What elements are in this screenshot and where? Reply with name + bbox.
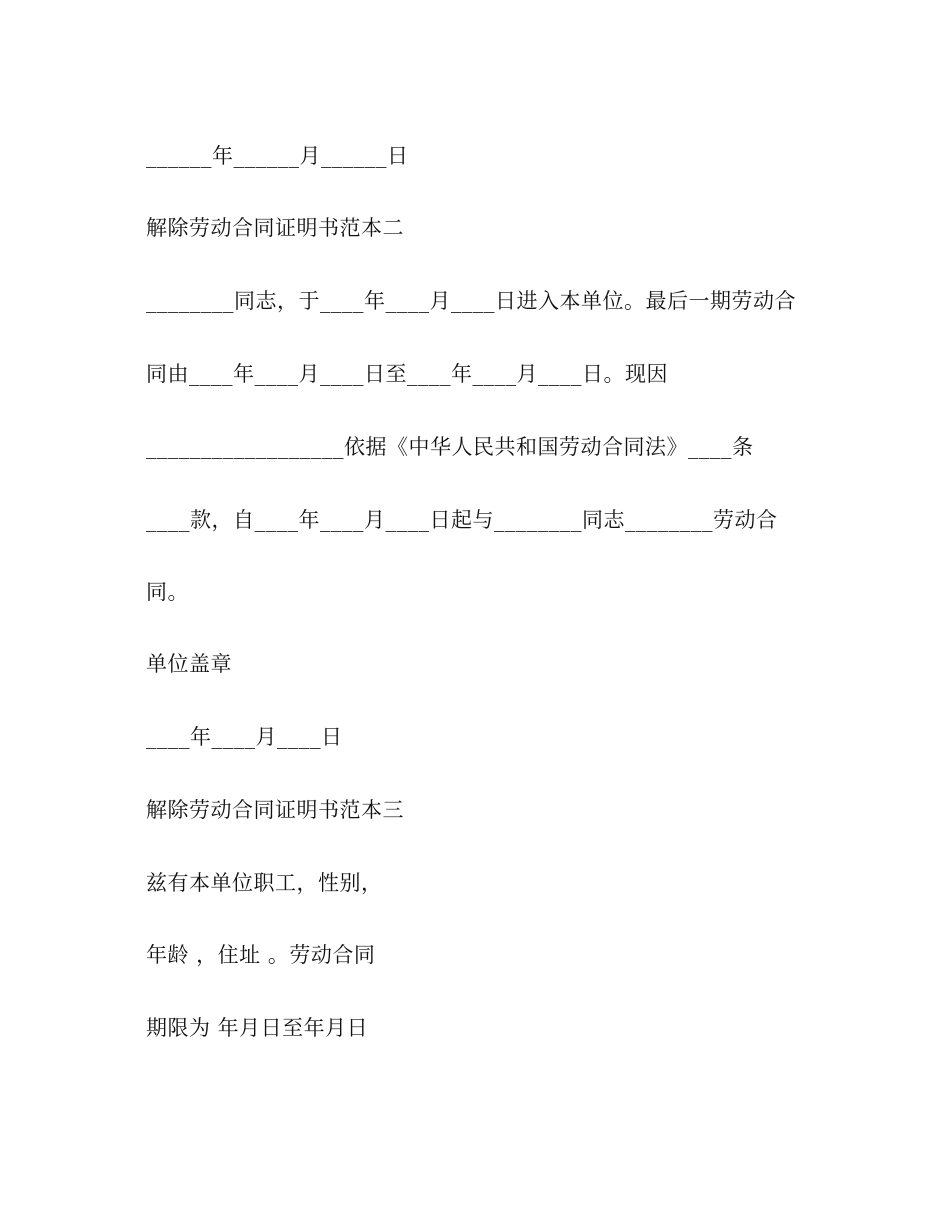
body-paragraph-line: 期限为 年月日至年月日	[146, 1016, 369, 1040]
body-paragraph-line: ____款，自____年____月____日起与________同志________劳动合	[146, 508, 778, 532]
body-paragraph-line: 年龄 ，住址 。劳动合同	[146, 943, 376, 967]
section-heading-sample-three: 解除劳动合同证明书范本三	[146, 798, 404, 822]
body-paragraph-line: 同。	[146, 580, 189, 604]
body-paragraph-line: ________同志，于____年____月____日进入本单位。最后一期劳动合	[146, 289, 796, 313]
body-paragraph-line: 兹有本单位职工，性别，	[146, 871, 383, 895]
date-blank-line: ______年______月______日	[146, 144, 409, 168]
unit-seal-label: 单位盖章	[146, 652, 232, 676]
body-paragraph-line: __________________依据《中华人民共和国劳动合同法》____条	[146, 435, 754, 459]
section-heading-sample-two: 解除劳动合同证明书范本二	[146, 216, 404, 240]
date-blank-line: ____年____月____日	[146, 725, 343, 749]
body-paragraph-line: 同由____年____月____日至____年____月____日。现因	[146, 362, 668, 386]
